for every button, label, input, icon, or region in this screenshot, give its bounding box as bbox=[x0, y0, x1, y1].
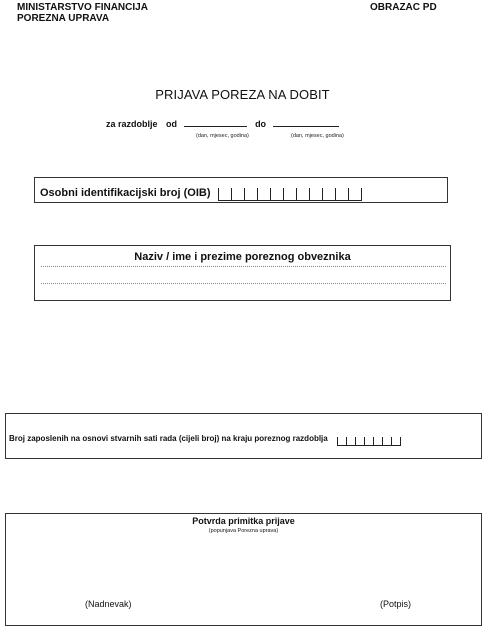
period-row bbox=[106, 117, 339, 129]
receipt-title: Potvrda primitka prijave bbox=[192, 516, 295, 526]
date-label: (Nadnevak) bbox=[85, 599, 132, 609]
employees-cell-7[interactable] bbox=[391, 437, 401, 446]
form-code: OBRAZAC PD bbox=[370, 2, 437, 13]
oib-cell-2[interactable] bbox=[231, 188, 244, 201]
taxpayer-box bbox=[34, 245, 451, 301]
period-from-label: od bbox=[166, 119, 178, 129]
oib-cell-5[interactable] bbox=[270, 188, 283, 201]
tax-administration-name: POREZNA UPRAVA bbox=[17, 13, 110, 24]
employees-label: Broj zaposlenih na osnovi stvarnih sati rada (cijeli broj) na kraju poreznog razdoblja bbox=[9, 434, 328, 443]
employees-cell-3[interactable] bbox=[355, 437, 364, 446]
oib-cell-9[interactable] bbox=[322, 188, 335, 201]
oib-box bbox=[34, 177, 448, 203]
oib-cell-3[interactable] bbox=[244, 188, 257, 201]
employees-cell-6[interactable] bbox=[382, 437, 391, 446]
employees-input-cells[interactable] bbox=[337, 437, 401, 446]
oib-cell-7[interactable] bbox=[296, 188, 309, 201]
oib-cell-6[interactable] bbox=[283, 188, 296, 201]
employees-box bbox=[5, 413, 482, 459]
ministry-name: MINISTARSTVO FINANCIJA bbox=[17, 2, 148, 13]
period-to-hint: (dan, mjesec, godina) bbox=[291, 133, 344, 139]
period-from-field[interactable] bbox=[184, 117, 247, 127]
taxpayer-line-1[interactable] bbox=[41, 266, 446, 267]
period-to-field[interactable] bbox=[273, 117, 339, 127]
oib-cell-4[interactable] bbox=[257, 188, 270, 201]
form-title: PRIJAVA POREZA NA DOBIT bbox=[155, 87, 330, 102]
oib-input-cells[interactable] bbox=[218, 188, 362, 201]
receipt-box bbox=[5, 513, 482, 626]
taxpayer-line-2[interactable] bbox=[41, 283, 446, 284]
oib-cell-8[interactable] bbox=[309, 188, 322, 201]
oib-label: Osobni identifikacijski broj (OIB) bbox=[40, 187, 211, 199]
oib-cell-1[interactable] bbox=[218, 188, 231, 201]
taxpayer-heading: Naziv / ime i prezime poreznog obveznika bbox=[134, 251, 351, 263]
oib-cell-10[interactable] bbox=[335, 188, 348, 201]
employees-cell-1[interactable] bbox=[337, 437, 346, 446]
employees-cell-4[interactable] bbox=[364, 437, 373, 446]
oib-cell-11[interactable] bbox=[348, 188, 362, 201]
period-label: za razdoblje bbox=[106, 119, 158, 129]
employees-cell-2[interactable] bbox=[346, 437, 355, 446]
period-to-label: do bbox=[255, 119, 267, 129]
employees-cell-5[interactable] bbox=[373, 437, 382, 446]
signature-label: (Potpis) bbox=[380, 599, 412, 609]
receipt-subtitle: (popunjava Porezna uprava) bbox=[208, 528, 279, 534]
period-from-hint: (dan, mjesec, godina) bbox=[196, 133, 249, 139]
